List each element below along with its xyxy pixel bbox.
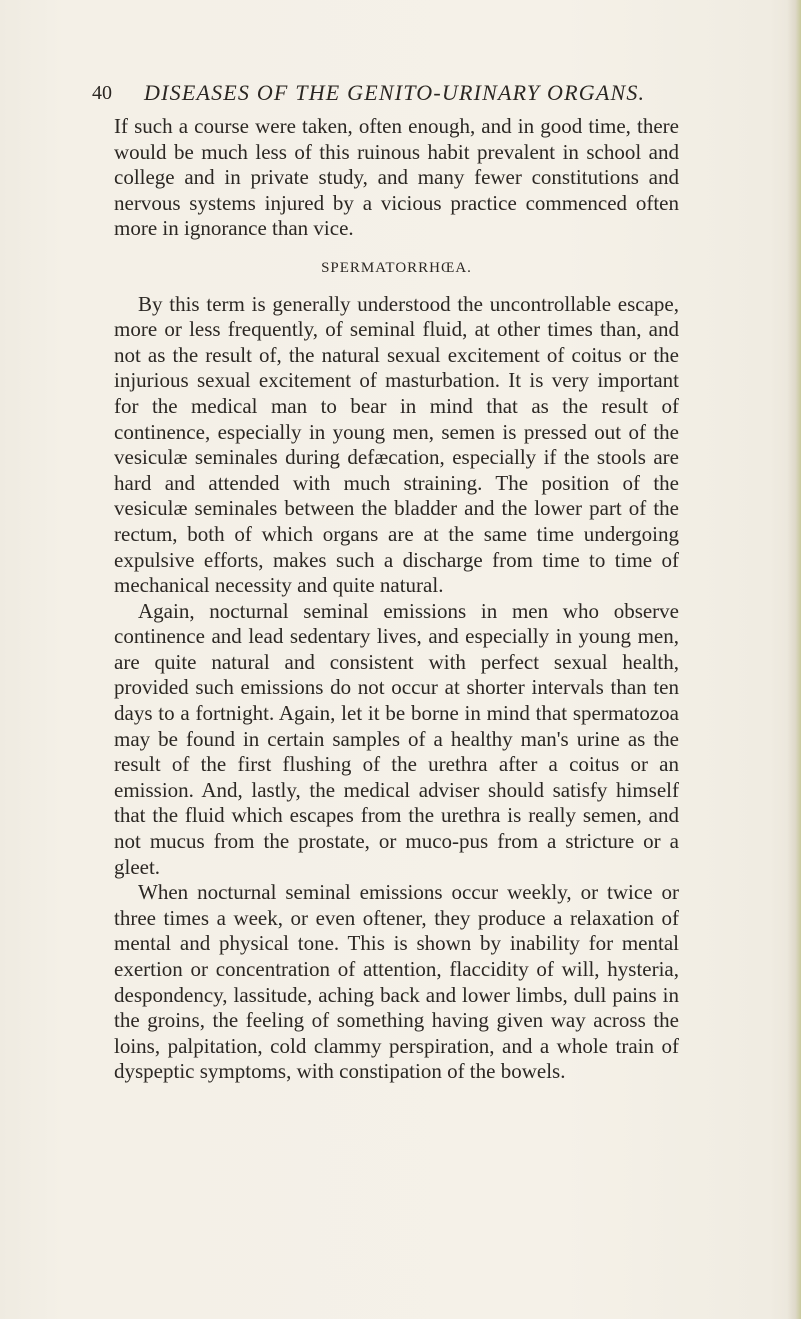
- section-heading: SPERMATORRHŒA.: [321, 259, 472, 276]
- paragraph-continuation: If such a course were taken, often enough, and in good time, there would be much less of this ruinous habit prevalent in school and college and in private study, and many fewer constitutions and nervous systems injured by a vicious practice commenced often more in ignorance than vice.: [114, 114, 679, 241]
- paragraph-definition: By this term is generally understood the uncontrollable escape, more or less frequently, of seminal fluid, at other times than, and not as the result of, the natural sexual excitement of coitus or the injurious sexual excitement of masturbation. It is very important for the medical man to bear in mind that as the result of continence, especially in young men, semen is pressed out of the vesiculæ seminales during defæcation, especially if the stools are hard and attended with much straining. The position of the vesiculæ seminales between the bladder and the lower part of the rectum, both of which organs are at the same time undergoing expulsive efforts, makes such a discharge from time to time of mechanical necessity and quite natural.: [114, 291, 679, 598]
- running-head-title: DISEASES OF THE GENITO-URINARY ORGANS.: [144, 80, 646, 105]
- paragraph-symptoms: When nocturnal seminal emissions occur weekly, or twice or three times a week, or even oftener, they produce a relaxation of mental and physical tone. This is shown by inability for mental exertion or concentration of attention, flaccidity of will, hysteria, despondency, lassitude, aching back and lower limbs, dull pains in the groins, the feeling of something having given way across the loins, palpitation, cold clammy perspiration, and a whole train of dyspeptic symptoms, with constipation of the bowels.: [114, 880, 679, 1084]
- page-edge-shadow: [787, 0, 801, 1319]
- body-text: [114, 114, 679, 1085]
- running-head: [92, 78, 692, 108]
- page-number: 40: [92, 82, 112, 104]
- paragraph-nocturnal-emissions: Again, nocturnal seminal emissions in men who observe continence and lead sedentary lives, and especially in young men, are quite natural and consistent with perfect sexual health, provided such emissions do not occur at shorter intervals than ten days to a fortnight. Again, let it be borne in mind that spermatozoa may be found in certain samples of a healthy man's urine as the result of the first flushing of the urethra after a coitus or an emission. And, lastly, the medical adviser should satisfy himself that the fluid which escapes from the urethra is really semen, and not mucus from the prostate, or muco-pus from a stricture or a gleet.: [114, 598, 679, 879]
